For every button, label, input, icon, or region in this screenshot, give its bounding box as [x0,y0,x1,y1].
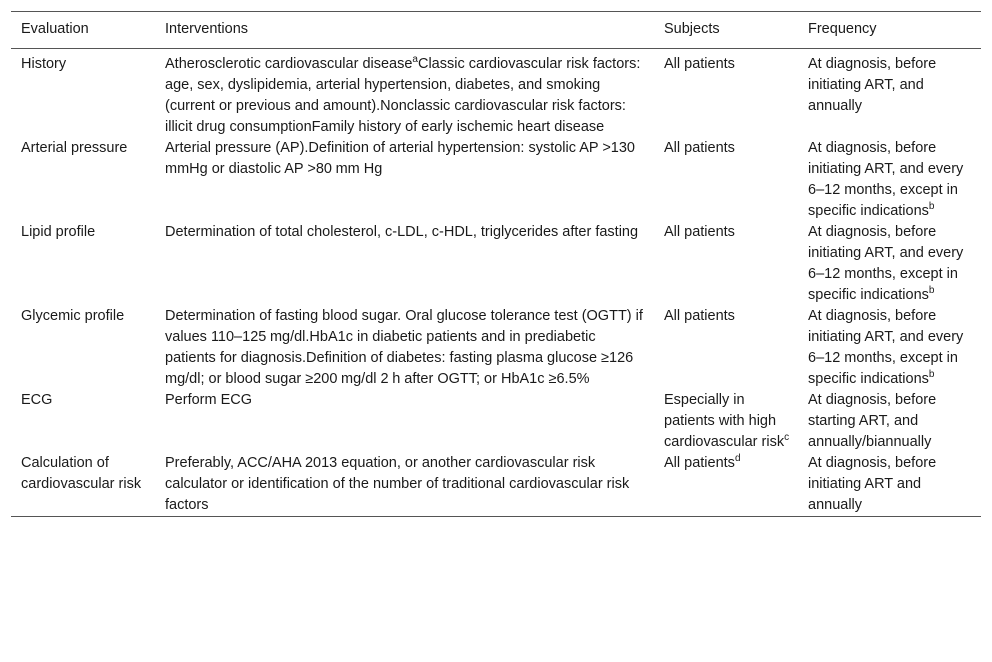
interventions-cell: Atherosclerotic cardiovascular disease$^a$Classic cardiovascular risk factors: age, sex, dyslipidemia, arterial hypertension, diabetes, and smoking (current or previous and amount).Nonclassic cardiovascular risk factors: illicit drug consumptionFamily history of early ischemic heart disease [165,54,641,135]
footnote-mark: c [784,432,790,444]
header-row [11,12,981,49]
cardiovascular-evaluation-table [11,11,981,517]
evaluation-cell: ECG [21,392,53,408]
frequency-cell: At diagnosis, before initiating ART and annually [808,455,937,513]
evaluation-cell: Arterial pressure [21,140,128,156]
footnote-mark: b [928,369,935,381]
frequency-cell: At diagnosis, before starting ART, and annually/biannually [808,392,937,450]
footnote-mark: a [412,54,418,66]
header-interventions: Interventions [165,21,249,37]
interventions-cell: Determination of fasting blood sugar. Oral glucose tolerance test (OGTT) if values 110–125 mg/dl.HbA1c in diabetic patients and in prediabetic patients for diagnosis.Definition of diabetes: fasting plasma glucose ≥126 mg/dl; or blood sugar ≥200 mg/dl 2 h after OGTT; or HbA1c ≥6.5% [165,308,643,387]
interventions-cell: Determination of total cholesterol, c-LDL, c-HDL, triglycerides after fasting [165,224,639,240]
subjects-cell: All patients$^d$ [664,453,741,471]
frequency-cell: At diagnosis, before initiating ART, and every 6–12 months, except in specific indications$^b$ [808,308,964,387]
subjects-cell: All patients [664,308,735,324]
interventions-cell: Arterial pressure (AP).Definition of arterial hypertension: systolic AP >130 mmHg or diastolic AP >80 mm Hg [165,140,639,177]
table-row [11,306,981,390]
footnote-mark: d [734,453,741,465]
subjects-cell: Especially in patients with high cardiovascular risk$^c$ [664,392,790,450]
subjects-cell: All patients [664,140,735,156]
header-evaluation: Evaluation [21,21,89,37]
header-frequency: Frequency [808,21,877,37]
table-row [11,390,981,453]
evaluation-cell: History [21,56,67,72]
table-row [11,453,981,517]
interventions-cell: Perform ECG [165,392,253,408]
table-row [11,138,981,222]
table-row [11,49,981,139]
table-row [11,222,981,306]
frequency-cell: At diagnosis, before initiating ART, and annually [808,56,937,114]
frequency-cell: At diagnosis, before initiating ART, and every 6–12 months, except in specific indications$^b$ [808,140,964,219]
header-subjects: Subjects [664,21,720,37]
footnote-mark: b [928,285,935,297]
evaluation-cell: Lipid profile [21,224,96,240]
evaluation-cell: Calculation of cardiovascular risk [21,455,142,492]
frequency-cell: At diagnosis, before initiating ART, and every 6–12 months, except in specific indications$^b$ [808,224,964,303]
footnote-mark: b [928,201,935,213]
interventions-cell: Preferably, ACC/AHA 2013 equation, or another cardiovascular risk calculator or identification of the number of traditional cardiovascular risk factors [165,455,630,513]
subjects-cell: All patients [664,224,735,240]
subjects-cell: All patients [664,56,735,72]
evaluation-cell: Glycemic profile [21,308,125,324]
